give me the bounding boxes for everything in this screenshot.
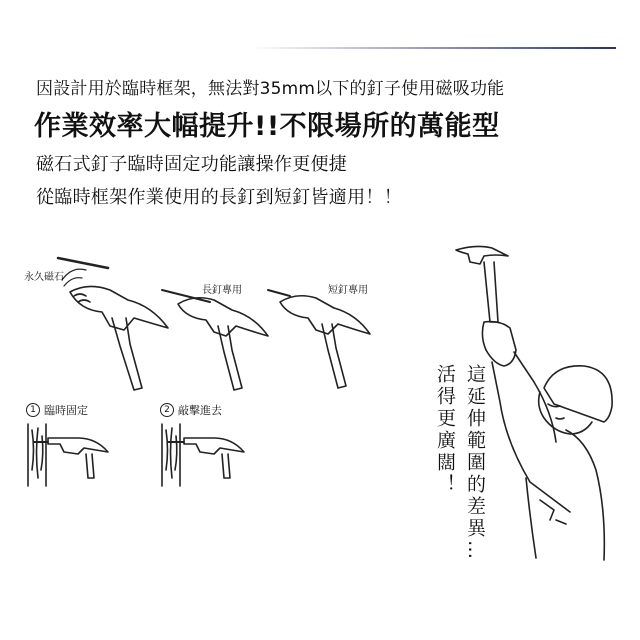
- vertical-caption-col1: 這延伸範圍的差異…: [464, 364, 486, 562]
- step2-illustration-icon: [162, 424, 244, 486]
- vertical-caption-col2: 活得更廣闊！: [434, 364, 456, 496]
- hammer-long-nail-icon: [162, 290, 268, 390]
- magnet-label: 永久磁石: [24, 272, 64, 283]
- headline-line-3: 磁石式釘子臨時固定功能讓操作更便捷: [36, 154, 348, 175]
- step1-text: 臨時固定: [44, 404, 88, 417]
- headline-line-2: 作業效率大幅提升!!不限場所的萬能型: [34, 111, 500, 142]
- hammer-short-nail-icon: [268, 290, 370, 388]
- headline-line-4: 從臨時框架作業使用的長釘到短釘皆適用！！: [36, 187, 402, 208]
- step2-label: [160, 402, 222, 418]
- step1-number: 1: [26, 403, 40, 417]
- hammer-magnet-icon: [58, 258, 168, 390]
- long-nail-label: 長釘專用: [202, 285, 242, 296]
- step2-number: 2: [160, 403, 174, 417]
- step1-label: [26, 402, 88, 418]
- short-nail-label: 短釘專用: [328, 285, 368, 296]
- step1-illustration-icon: [28, 424, 108, 486]
- step2-text: 敲擊進去: [178, 404, 222, 417]
- headline-line-1: 因設計用於臨時框架，無法對35mm以下的釘子使用磁吸功能: [36, 79, 505, 99]
